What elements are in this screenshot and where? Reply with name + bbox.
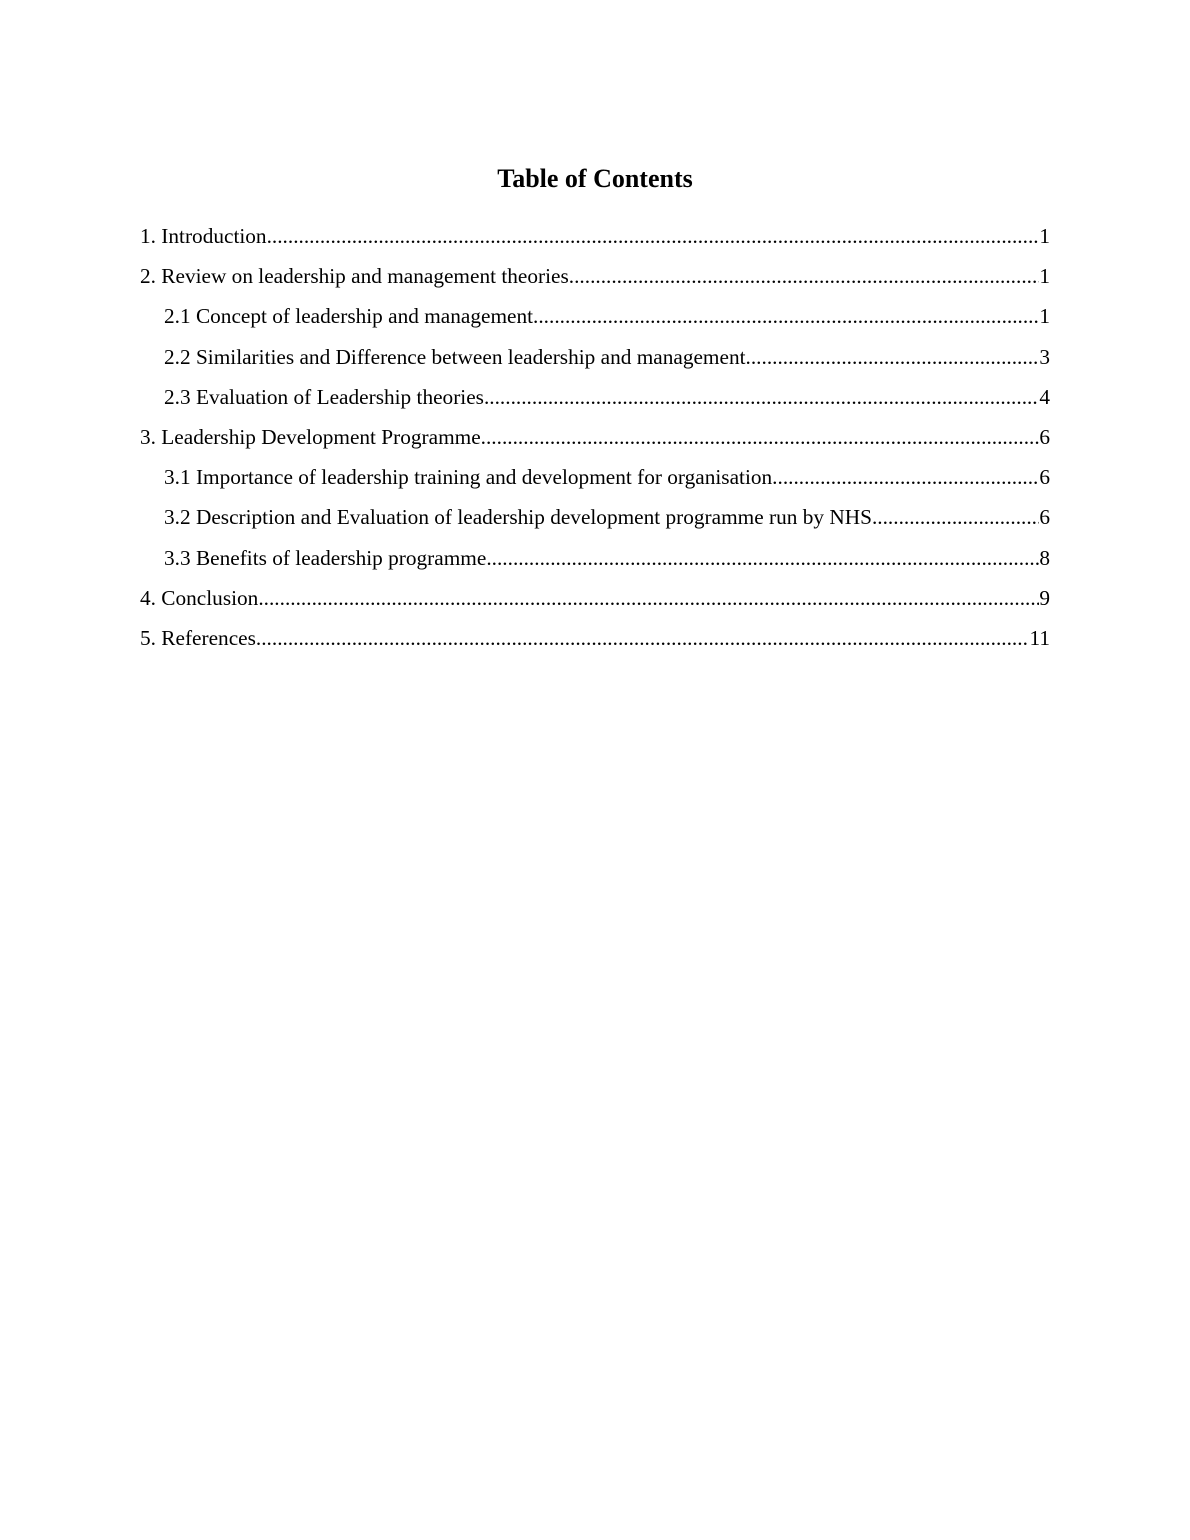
toc-dot-leader <box>533 300 1039 332</box>
toc-entry-page-number: 8 <box>1039 545 1050 570</box>
toc-entry-label: 4. Conclusion <box>140 585 259 610</box>
toc-entry-label: 2.1 Concept of leadership and management <box>164 304 534 329</box>
toc-entry-label: 2.2 Similarities and Difference between leadership and management <box>164 344 746 369</box>
toc-dot-leader <box>256 622 1030 654</box>
toc-dot-leader <box>486 542 1039 574</box>
toc-dot-leader <box>484 381 1039 413</box>
toc-entry-page-number: 1 <box>1039 304 1050 329</box>
toc-entry-label: 5. References <box>140 625 256 650</box>
toc-dot-leader <box>481 421 1040 453</box>
toc-dot-leader <box>872 501 1039 533</box>
toc-entry-page-number: 6 <box>1039 505 1050 530</box>
toc-entry-page-number: 11 <box>1029 625 1050 650</box>
toc-entry-page-number: 6 <box>1039 424 1050 449</box>
toc-entry-importance-training[interactable] <box>140 461 1050 501</box>
toc-dot-leader <box>746 341 1040 373</box>
toc-entry-evaluation-theories[interactable] <box>140 381 1050 421</box>
toc-title: Table of Contents <box>497 164 693 193</box>
toc-entry-development-programme[interactable] <box>140 421 1050 461</box>
toc-entry-page-number: 1 <box>1039 264 1050 289</box>
toc-entry-page-number: 9 <box>1039 585 1050 610</box>
toc-entry-label: 2. Review on leadership and management theories <box>140 264 569 289</box>
toc-entry-page-number: 3 <box>1039 344 1050 369</box>
toc-dot-leader <box>258 582 1039 614</box>
toc-dot-leader <box>267 220 1040 252</box>
toc-entry-conclusion[interactable] <box>140 582 1050 622</box>
toc-entry-label: 3. Leadership Development Programme <box>140 424 481 449</box>
toc-entry-page-number: 1 <box>1039 224 1050 248</box>
toc-entry-page-number: 6 <box>1039 465 1050 490</box>
toc-entry-introduction[interactable] <box>140 220 1050 260</box>
toc-entry-label: 2.3 Evaluation of Leadership theories <box>164 384 484 409</box>
toc-entry-similarities[interactable] <box>140 341 1050 381</box>
toc-entry-label: 3.1 Importance of leadership training and development for organisation <box>164 465 773 490</box>
toc-entry-concept[interactable] <box>140 300 1050 340</box>
toc-entry-label: 3.3 Benefits of leadership programme <box>164 545 487 570</box>
toc-entry-benefits[interactable] <box>140 542 1050 582</box>
toc-dot-leader <box>772 461 1039 493</box>
toc-entry-page-number: 4 <box>1039 384 1050 409</box>
toc-entry-label: 3.2 Description and Evaluation of leadership development programme run by NHS <box>164 505 872 530</box>
toc-entry-label: 1. Introduction <box>140 224 267 248</box>
toc-list <box>140 220 1050 662</box>
toc-entry-nhs-programme[interactable] <box>140 501 1050 541</box>
toc-dot-leader <box>569 260 1040 292</box>
toc-entry-review-theories[interactable] <box>140 260 1050 300</box>
toc-entry-references[interactable] <box>140 622 1050 662</box>
